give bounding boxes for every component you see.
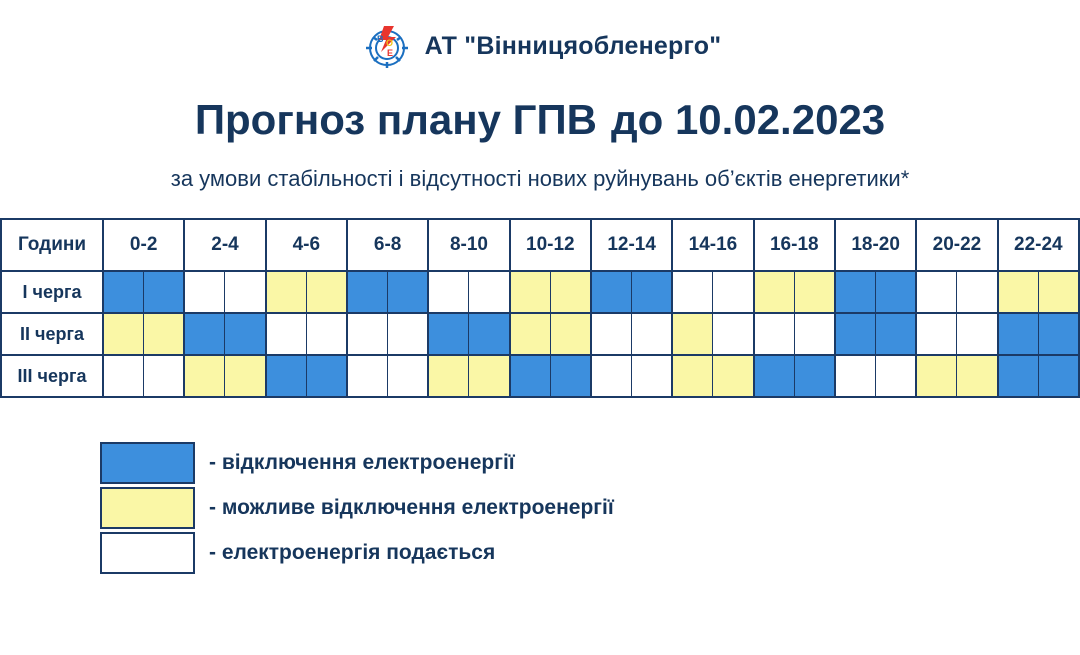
hours-corner-label: Години — [1, 219, 103, 271]
hour-header-11: 22-24 — [998, 219, 1079, 271]
page-subtitle: за умови стабільності і відсутності нових руйнувань об’єктів енергетики* — [170, 166, 910, 191]
schedule-cell — [754, 355, 835, 397]
schedule-slot — [917, 272, 956, 312]
schedule-slot — [592, 272, 631, 312]
schedule-cell — [428, 313, 509, 355]
schedule-cell — [184, 271, 265, 313]
table-header-row — [1, 219, 1079, 271]
schedule-slot — [999, 356, 1038, 396]
schedule-cell — [266, 355, 347, 397]
hour-header-1: 2-4 — [184, 219, 265, 271]
schedule-slot — [429, 272, 468, 312]
hour-header-0: 0-2 — [103, 219, 184, 271]
schedule-slot — [224, 356, 264, 396]
schedule-slot — [511, 356, 550, 396]
schedule-slot — [511, 314, 550, 354]
schedule-slot — [143, 314, 183, 354]
svg-text:О: О — [385, 38, 393, 48]
schedule-table — [0, 218, 1080, 398]
schedule-slot — [550, 272, 590, 312]
schedule-slot — [755, 314, 794, 354]
schedule-slot — [794, 314, 834, 354]
schedule-slot — [917, 314, 956, 354]
schedule-slot — [104, 356, 143, 396]
schedule-slot — [306, 314, 346, 354]
brand-row — [0, 0, 1080, 74]
schedule-slot — [468, 272, 508, 312]
schedule-slot — [673, 272, 712, 312]
schedule-cell — [835, 313, 916, 355]
hour-header-10: 20-22 — [916, 219, 997, 271]
table-row — [1, 271, 1079, 313]
schedule-slot — [755, 272, 794, 312]
schedule-slot — [956, 272, 996, 312]
hour-header-3: 6-8 — [347, 219, 428, 271]
schedule-cell — [916, 271, 997, 313]
schedule-slot — [631, 272, 671, 312]
schedule-slot — [468, 314, 508, 354]
schedule-slot — [387, 272, 427, 312]
schedule-cell — [754, 313, 835, 355]
schedule-slot — [1038, 272, 1078, 312]
legend-swatch-off — [100, 442, 195, 484]
schedule-slot — [511, 272, 550, 312]
schedule-slot — [794, 272, 834, 312]
schedule-slot — [794, 356, 834, 396]
schedule-slot — [550, 356, 590, 396]
schedule-slot — [917, 356, 956, 396]
legend-item-off — [100, 440, 1080, 485]
schedule-cell — [103, 271, 184, 313]
schedule-slot — [143, 356, 183, 396]
legend-swatch-on — [100, 532, 195, 574]
schedule-cell — [835, 271, 916, 313]
legend-label-maybe: - можливе відключення електроенергії — [209, 495, 614, 519]
schedule-slot — [956, 356, 996, 396]
schedule-cell — [998, 313, 1079, 355]
schedule-slot — [875, 314, 915, 354]
page-title-prefix: Прогноз плану ГПВ — [194, 96, 597, 143]
schedule-slot — [836, 272, 875, 312]
schedule-slot — [592, 314, 631, 354]
schedule-slot — [673, 314, 712, 354]
schedule-cell — [510, 271, 591, 313]
company-name: АТ "Вінницяобленерго" — [424, 31, 722, 60]
legend-swatch-maybe — [100, 487, 195, 529]
schedule-slot — [468, 356, 508, 396]
schedule-cell — [103, 355, 184, 397]
legend-item-maybe — [100, 485, 1080, 530]
hour-header-7: 14-16 — [672, 219, 753, 271]
svg-text:В: В — [376, 34, 384, 44]
schedule-slot — [224, 272, 264, 312]
schedule-slot — [755, 356, 794, 396]
schedule-cell — [998, 271, 1079, 313]
schedule-slot — [1038, 356, 1078, 396]
schedule-slot — [429, 314, 468, 354]
schedule-slot — [348, 272, 387, 312]
schedule-slot — [143, 272, 183, 312]
schedule-cell — [916, 355, 997, 397]
svg-text:Е: Е — [386, 48, 393, 58]
hour-header-4: 8-10 — [428, 219, 509, 271]
schedule-slot — [348, 314, 387, 354]
schedule-cell — [916, 313, 997, 355]
schedule-cell — [428, 355, 509, 397]
schedule-slot — [224, 314, 264, 354]
schedule-slot — [631, 314, 671, 354]
schedule-cell — [347, 313, 428, 355]
hour-header-6: 12-14 — [591, 219, 672, 271]
schedule-slot — [348, 356, 387, 396]
queue-label-3: III черга — [1, 355, 103, 397]
schedule-slot — [836, 356, 875, 396]
schedule-slot — [956, 314, 996, 354]
table-row — [1, 355, 1079, 397]
schedule-slot — [267, 314, 306, 354]
schedule-slot — [306, 272, 346, 312]
legend-label-on: - електроенергія подається — [209, 540, 496, 564]
schedule-slot — [387, 314, 427, 354]
legend-item-on — [100, 530, 1080, 575]
schedule-cell — [347, 271, 428, 313]
schedule-cell — [835, 355, 916, 397]
schedule-cell — [672, 313, 753, 355]
schedule-slot — [836, 314, 875, 354]
hour-header-9: 18-20 — [835, 219, 916, 271]
schedule-slot — [185, 314, 224, 354]
schedule-slot — [875, 356, 915, 396]
schedule-slot — [267, 272, 306, 312]
queue-label-2: II черга — [1, 313, 103, 355]
schedule-slot — [306, 356, 346, 396]
schedule-cell — [998, 355, 1079, 397]
legend — [0, 440, 1080, 575]
schedule-slot — [631, 356, 671, 396]
table-row — [1, 313, 1079, 355]
voe-logo-icon — [359, 18, 415, 74]
schedule-cell — [510, 355, 591, 397]
schedule-slot — [185, 356, 224, 396]
schedule-cell — [754, 271, 835, 313]
schedule-cell — [428, 271, 509, 313]
schedule-cell — [184, 355, 265, 397]
schedule-slot — [592, 356, 631, 396]
schedule-cell — [266, 313, 347, 355]
schedule-cell — [103, 313, 184, 355]
schedule-cell — [347, 355, 428, 397]
hour-header-5: 10-12 — [510, 219, 591, 271]
schedule-cell — [266, 271, 347, 313]
schedule-slot — [185, 272, 224, 312]
queue-label-1: I черга — [1, 271, 103, 313]
page-title — [0, 96, 1080, 144]
schedule-slot — [999, 314, 1038, 354]
schedule-slot — [429, 356, 468, 396]
hour-header-8: 16-18 — [754, 219, 835, 271]
schedule-cell — [510, 313, 591, 355]
schedule-slot — [104, 272, 143, 312]
schedule-slot — [550, 314, 590, 354]
schedule-slot — [712, 314, 752, 354]
schedule-slot — [712, 272, 752, 312]
schedule-cell — [672, 355, 753, 397]
schedule-cell — [184, 313, 265, 355]
schedule-cell — [591, 355, 672, 397]
schedule-slot — [1038, 314, 1078, 354]
schedule-slot — [104, 314, 143, 354]
legend-label-off: - відключення електроенергії — [209, 450, 515, 474]
schedule-slot — [267, 356, 306, 396]
schedule-slot — [999, 272, 1038, 312]
schedule-cell — [672, 271, 753, 313]
schedule-body — [1, 271, 1079, 397]
page-title-date: до 10.02.2023 — [610, 96, 886, 143]
schedule-table-wrap — [0, 218, 1080, 398]
schedule-cell — [591, 271, 672, 313]
schedule-cell — [591, 313, 672, 355]
hour-header-2: 4-6 — [266, 219, 347, 271]
schedule-slot — [875, 272, 915, 312]
schedule-slot — [673, 356, 712, 396]
schedule-slot — [387, 356, 427, 396]
schedule-slot — [712, 356, 752, 396]
